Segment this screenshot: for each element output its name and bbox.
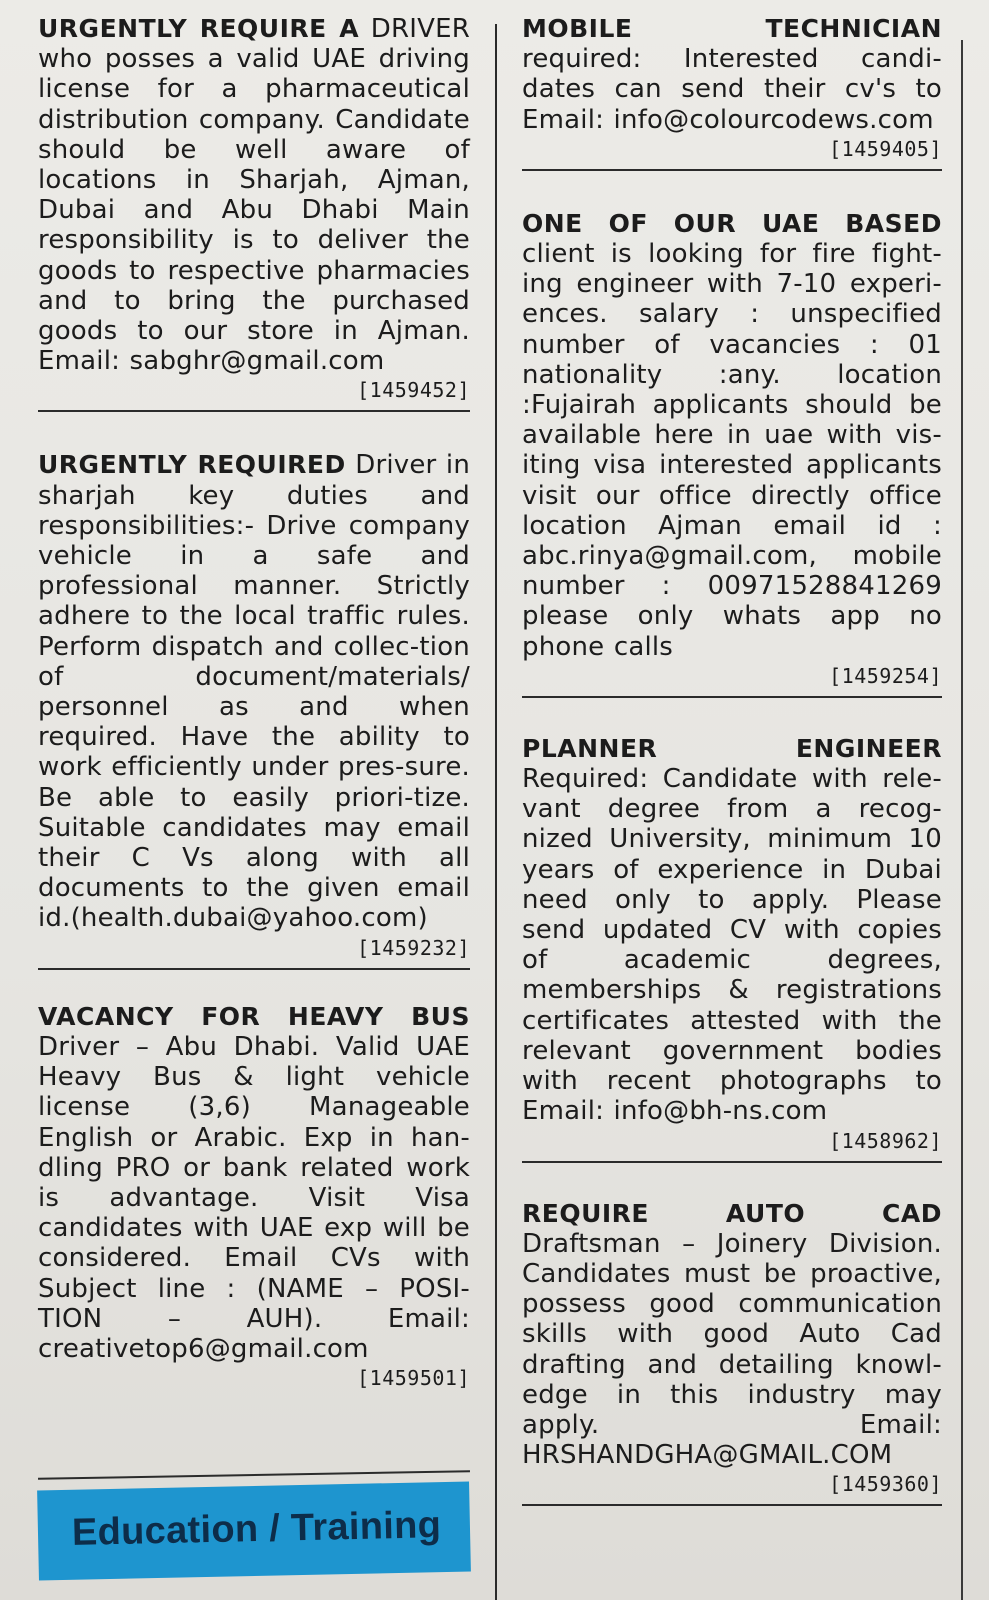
ad-heading: PLANNER ENGINEER	[522, 733, 942, 763]
ad-text	[522, 14, 942, 135]
classified-ad-mobile-technician	[522, 14, 942, 171]
left-column	[38, 14, 470, 1390]
ad-reference-number: [1459405]	[829, 136, 942, 161]
ad-body: Driver – Abu Dhabi. Valid UAE Heavy Bus & light vehicle license (3,6) Manageable English or Arabic. Exp in han-dling PRO or bank related work is advantage. Visit Visa candidates with UAE exp will be considered. Email CVs with Subject line : (NAME – POSI-TION – AUH). Email: creativetop6@gmail.com	[38, 1031, 470, 1364]
classified-ad-driver-sharjah	[38, 450, 470, 969]
ad-text	[38, 1002, 470, 1364]
section-separator	[38, 1470, 470, 1480]
ad-body: Draftsman – Joinery Division. Candidates must be proactive, possess good communication skills with good Auto Cad drafting and detailing knowl-edge in this industry may apply. Email: HRSHANDGHA@GMAIL.COM	[522, 1228, 942, 1471]
ad-separator	[522, 1504, 942, 1506]
classified-ad-heavy-bus	[38, 1002, 470, 1390]
ad-reference-number: [1459254]	[829, 663, 942, 688]
ad-heading: REQUIRE AUTO CAD	[522, 1198, 942, 1228]
ad-body: required: Interested candi-dates can send their cv's to Email: info@colourcodews.com	[522, 44, 942, 135]
ad-heading: VACANCY FOR HEAVY BUS	[38, 1001, 470, 1031]
ad-heading: MOBILE TECHNICIAN	[522, 14, 942, 43]
ad-reference-number: [1459452]	[357, 378, 470, 403]
ad-body: Driver in sharjah key duties and responsibilities:- Drive company vehicle in a safe and professional manner. Strictly adhere to the local traffic rules. Perform dispatch and collec-tion of document/materials/ personnel as and when required. Have the ability to work efficiently under pres-sure. Be able to easily priori-tize. Suitable candidates may email their C Vs along with all documents to the given email id.(health.dubai@yahoo.com)	[38, 450, 471, 934]
classified-ad-fire-fighting-engineer	[522, 209, 942, 698]
ad-reference-number: [1458962]	[829, 1128, 942, 1153]
right-column	[522, 14, 942, 1506]
ad-heading: ONE OF OUR UAE BASED	[522, 208, 942, 238]
ad-heading: URGENTLY REQUIRE A	[38, 14, 360, 43]
ad-body: client is looking for fire fight-ing engineer with 7-10 experi-ences. salary : unspecified number of vacancies : 01 nationality :any. location :Fujairah applicants should be available here in uae with vis-iting visa interested applicants visit our office directly office location Ajman email id : abc.rinya@gmail.com, mobile number : 00971528841269 please only whats app no phone calls	[522, 239, 942, 662]
ad-body: DRIVER who posses a valid UAE driving license for a pharmaceutical distribution company. Candidate should be well aware of locations in Sharjah, Ajman, Dubai and Abu Dhabi Main responsibility is to deliver the goods to respective pharmacies and to bring the purchased goods to our store in Ajman. Email: sabghr@gmail.com	[38, 14, 471, 377]
ad-reference-number: [1459360]	[829, 1472, 942, 1497]
ad-text	[522, 209, 942, 662]
ad-heading: URGENTLY REQUIRED	[38, 450, 346, 480]
ad-text	[522, 1199, 942, 1471]
classified-ad-planner-engineer	[522, 734, 942, 1163]
section-title: Education / Training	[71, 1504, 442, 1554]
ad-body: Required: Candidate with rele-vant degree from a recog-nized University, minimum 10 years of experience in Dubai need only to apply. Please send updated CV with copies of academic degrees, memberships & registrations certificates attested with the relevant government bodies with recent photographs to Email: info@bh-ns.com	[522, 764, 942, 1127]
classified-ad-autocad-draftsman	[522, 1199, 942, 1507]
classified-ad-driver-pharma	[38, 14, 470, 412]
column-divider	[495, 24, 497, 1600]
ad-reference-number: [1459232]	[357, 935, 470, 960]
ad-text	[38, 450, 470, 933]
ad-text	[522, 734, 942, 1127]
page-edge-rule	[961, 40, 963, 1600]
ad-reference-number: [1459501]	[357, 1366, 470, 1391]
ad-text	[38, 14, 470, 376]
